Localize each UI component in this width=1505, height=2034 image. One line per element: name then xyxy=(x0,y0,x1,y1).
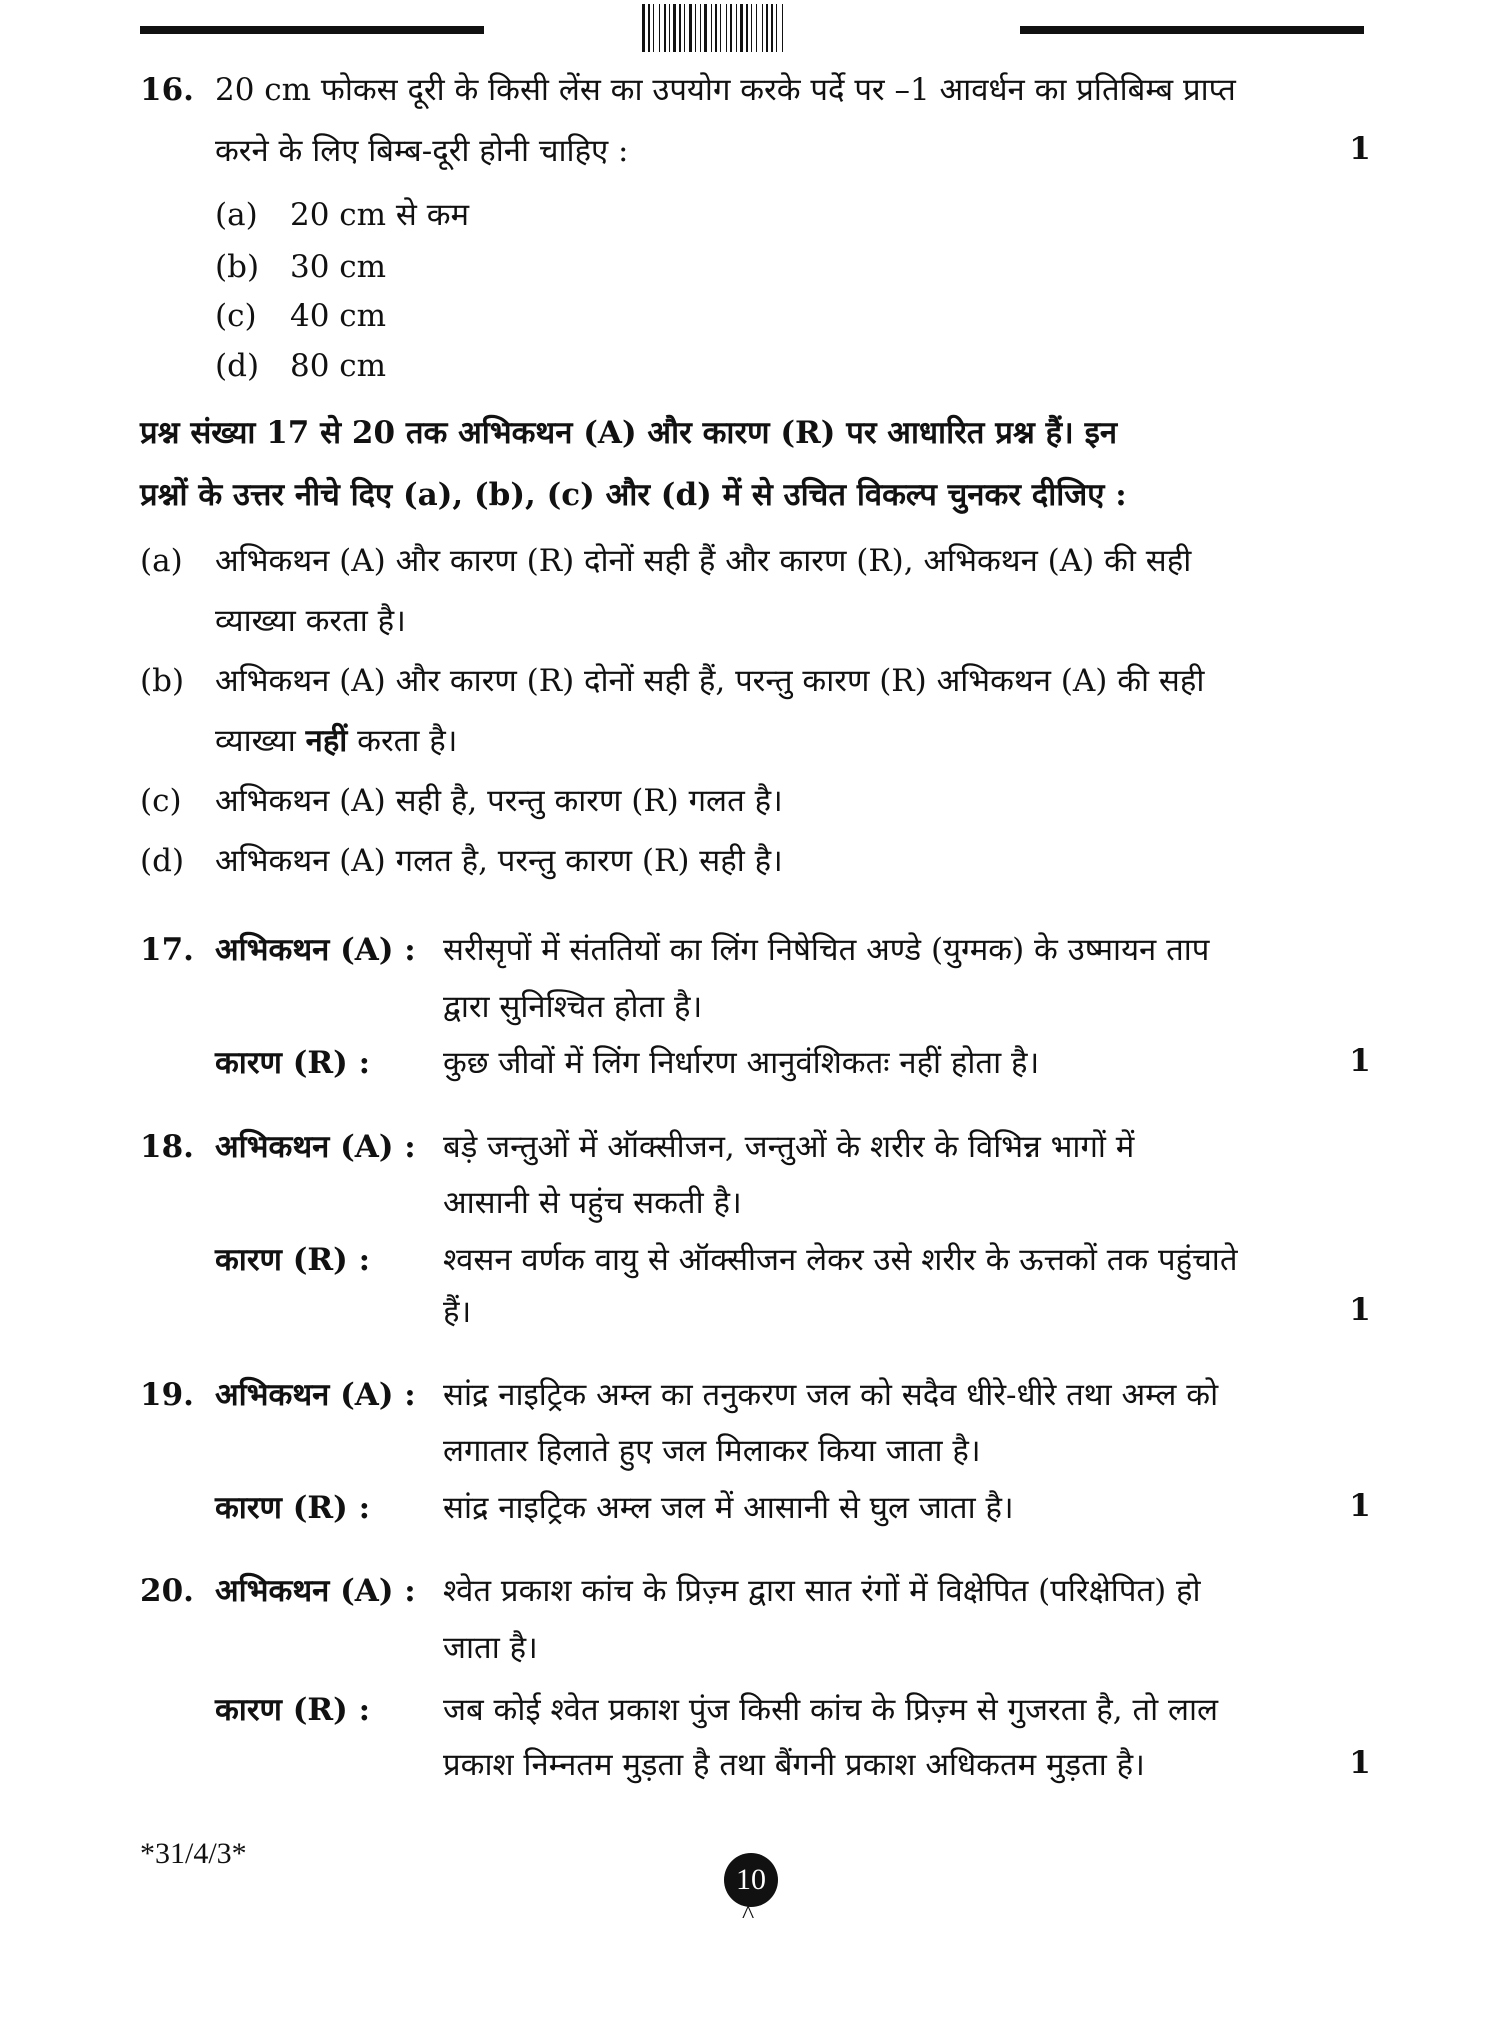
q20-marks: 1 xyxy=(1349,1745,1371,1781)
q17-reason-label: कारण (R) : xyxy=(215,1045,371,1081)
barcode-bar xyxy=(746,4,748,52)
barcode-bar xyxy=(740,4,743,52)
barcode-bar xyxy=(756,4,757,52)
q19-reason-label: कारण (R) : xyxy=(215,1490,371,1526)
barcode-bar xyxy=(684,4,685,52)
q20-number: 20. xyxy=(140,1573,194,1609)
barcode-bar xyxy=(762,4,763,52)
q16-marks: 1 xyxy=(1349,131,1371,167)
q16-option-d-label: (d) xyxy=(215,348,260,384)
q19-assertion-label: अभिकथन (A) : xyxy=(215,1377,416,1413)
barcode-bar xyxy=(704,4,707,52)
barcode-bar xyxy=(653,4,654,52)
instruction-option-b-line2 xyxy=(215,721,457,761)
barcode-bar xyxy=(664,4,666,52)
barcode-bar xyxy=(766,4,768,52)
q17-number: 17. xyxy=(140,932,194,968)
q18-marks: 1 xyxy=(1349,1292,1371,1328)
instruction-option-b-line2-post: करता है। xyxy=(347,723,458,759)
q18-reason-label: कारण (R) : xyxy=(215,1242,371,1278)
barcode-bar xyxy=(711,4,712,52)
q16-option-a-label: (a) xyxy=(215,197,258,233)
q18-assertion-line1: बड़े जन्तुओं में ऑक्सीजन, जन्तुओं के शरीर के विभिन्न भागों में xyxy=(443,1129,1135,1165)
barcode-bar xyxy=(730,4,732,52)
q16-number: 16. xyxy=(140,72,194,108)
instruction-option-b-line2-pre: व्याख्या xyxy=(215,723,306,759)
q17-assertion-label: अभिकथन (A) : xyxy=(215,932,416,968)
q16-option-d-text: 80 cm xyxy=(290,348,387,384)
q16-text-line2: करने के लिए बिम्ब-दूरी होनी चाहिए : xyxy=(215,133,629,169)
instruction-option-b-label: (b) xyxy=(140,663,185,699)
q18-assertion-line2: आसानी से पहुंच सकती है। xyxy=(443,1185,742,1221)
instruction-option-d-label: (d) xyxy=(140,843,185,879)
instructions-line1: प्रश्न संख्या 17 से 20 तक अभिकथन (A) और कारण (R) पर आधारित प्रश्न हैं। इन xyxy=(140,415,1118,451)
q17-marks: 1 xyxy=(1349,1043,1371,1079)
barcode-bar xyxy=(689,4,692,52)
q16-option-a-text: 20 cm से कम xyxy=(290,197,470,233)
q18-reason-line2: हैं। xyxy=(443,1294,472,1330)
barcode-bar xyxy=(720,4,721,52)
page-number: 10 xyxy=(724,1853,778,1907)
q17-assertion-line2: द्वारा सुनिश्चित होता है। xyxy=(443,989,703,1025)
barcode-bar xyxy=(782,4,783,52)
barcode-bar xyxy=(695,4,696,52)
instruction-option-c-label: (c) xyxy=(140,783,182,819)
caret-mark: ^ xyxy=(742,1900,755,1929)
instruction-option-c-line1: अभिकथन (A) सही है, परन्तु कारण (R) गलत है। xyxy=(215,783,783,819)
instructions-line2: प्रश्नों के उत्तर नीचे दिए (a), (b), (c) और (d) में से उचित विकल्प चुनकर दीजिए : xyxy=(140,477,1127,513)
q17-assertion-line1: सरीसृपों में संततियों का लिंग निषेचित अण्डे (युग्मक) के उष्मायन ताप xyxy=(443,932,1210,968)
instruction-option-b-line1: अभिकथन (A) और कारण (R) दोनों सही हैं, परन्तु कारण (R) अभिकथन (A) की सही xyxy=(215,663,1205,699)
q18-number: 18. xyxy=(140,1129,194,1165)
q16-option-b-text: 30 cm xyxy=(290,249,387,285)
instruction-option-b-line2-bold: नहीं xyxy=(305,723,348,759)
q20-assertion-line1: श्वेत प्रकाश कांच के प्रिज़्म द्वारा सात रंगों में विक्षेपित (परिक्षेपित) हो xyxy=(443,1573,1201,1609)
q19-assertion-line1: सांद्र नाइट्रिक अम्ल का तनुकरण जल को सदैव धीरे-धीरे तथा अम्ल को xyxy=(443,1377,1219,1413)
q19-assertion-line2: लगातार हिलाते हुए जल मिलाकर किया जाता है। xyxy=(443,1433,981,1469)
barcode-bar xyxy=(715,4,717,52)
q16-option-c-text: 40 cm xyxy=(290,298,387,334)
barcode-bar xyxy=(679,4,681,52)
barcode-bar xyxy=(726,4,727,52)
barcode-bar xyxy=(771,4,773,52)
q19-number: 19. xyxy=(140,1377,194,1413)
instruction-option-a-line1: अभिकथन (A) और कारण (R) दोनों सही हैं और कारण (R), अभिकथन (A) की सही xyxy=(215,543,1192,579)
q20-assertion-label: अभिकथन (A) : xyxy=(215,1573,416,1609)
header-rule-right xyxy=(1020,26,1364,34)
paper-code: *31/4/3* xyxy=(140,1837,247,1870)
barcode-bar xyxy=(642,4,645,52)
q16-option-c-label: (c) xyxy=(215,298,257,334)
instruction-option-a-line2: व्याख्या करता है। xyxy=(215,603,406,639)
q18-assertion-label: अभिकथन (A) : xyxy=(215,1129,416,1165)
q20-assertion-line2: जाता है। xyxy=(443,1630,538,1666)
instruction-option-a-label: (a) xyxy=(140,543,183,579)
barcode xyxy=(640,4,864,52)
barcode-bar xyxy=(776,4,777,52)
header-rule-left xyxy=(140,26,484,34)
barcode-bar xyxy=(648,4,650,52)
q16-text-line1: 20 cm फोकस दूरी के किसी लेंस का उपयोग करके पर्दे पर –1 आवर्धन का प्रतिबिम्ब प्राप्त xyxy=(215,72,1236,108)
barcode-bar xyxy=(669,4,670,52)
barcode-bar xyxy=(659,4,660,52)
q17-reason-line1: कुछ जीवों में लिंग निर्धारण आनुवंशिकतः नहीं होता है। xyxy=(443,1045,1040,1081)
q20-reason-label: कारण (R) : xyxy=(215,1692,371,1728)
q19-marks: 1 xyxy=(1349,1488,1371,1524)
barcode-bar xyxy=(700,4,701,52)
barcode-bar xyxy=(736,4,737,52)
q19-reason-line1: सांद्र नाइट्रिक अम्ल जल में आसानी से घुल जाता है। xyxy=(443,1490,1014,1526)
q18-reason-line1: श्वसन वर्णक वायु से ऑक्सीजन लेकर उसे शरीर के ऊत्तकों तक पहुंचाते xyxy=(443,1242,1238,1278)
q20-reason-line2: प्रकाश निम्नतम मुड़ता है तथा बैंगनी प्रकाश अधिकतम मुड़ता है। xyxy=(443,1747,1145,1783)
barcode-bar xyxy=(673,4,676,52)
barcode-bar xyxy=(751,4,752,52)
q16-option-b-label: (b) xyxy=(215,249,260,285)
instruction-option-d-line1: अभिकथन (A) गलत है, परन्तु कारण (R) सही है। xyxy=(215,843,783,879)
q20-reason-line1: जब कोई श्वेत प्रकाश पुंज किसी कांच के प्रिज़्म से गुजरता है, तो लाल xyxy=(443,1692,1219,1728)
